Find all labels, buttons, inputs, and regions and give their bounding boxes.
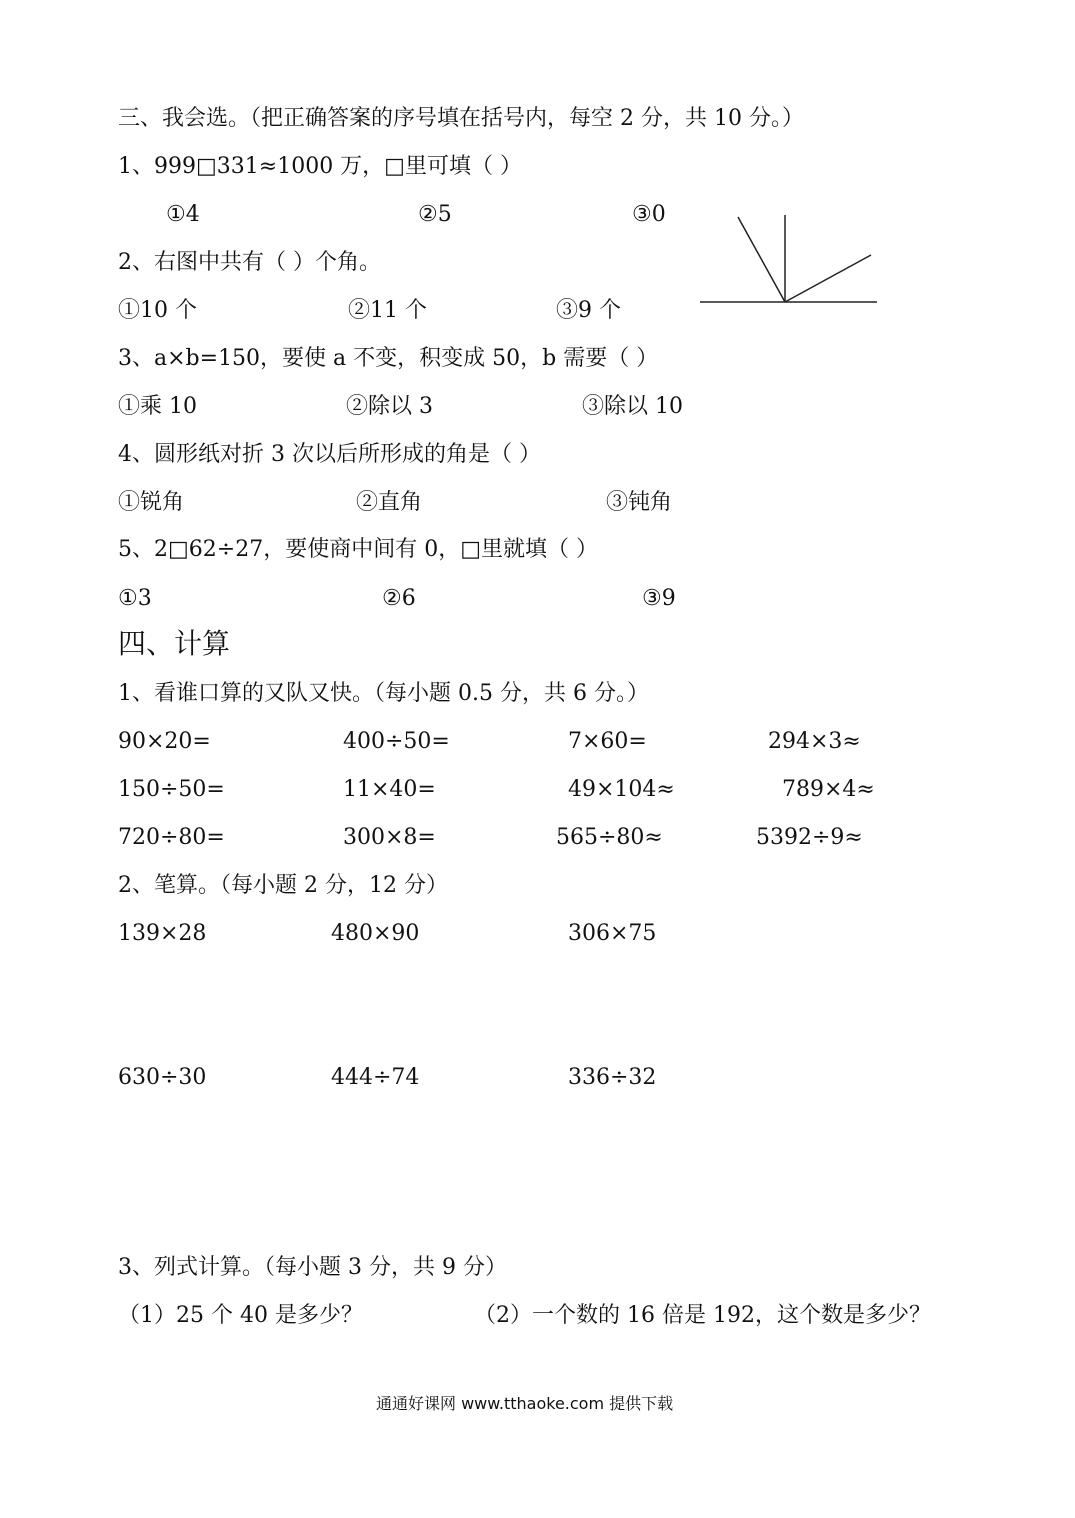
q5-option-3: ③9: [642, 586, 676, 611]
section4-title: 四、计算: [118, 627, 231, 660]
q2-stem: 2、右图中共有（ ）个角。: [118, 250, 381, 275]
oral-item: 400÷50=: [343, 729, 450, 754]
oral-item: 49×104≈: [568, 777, 675, 802]
q1-option-1: ①4: [166, 202, 200, 227]
oral-item: 150÷50=: [118, 777, 225, 802]
column-calc-title: 3、列式计算。（每小题 3 分，共 9 分）: [118, 1255, 507, 1280]
q3-option-1: ①乘 10: [118, 394, 197, 419]
q3-stem: 3、a×b=150，要使 a 不变，积变成 50，b 需要（ ）: [118, 346, 659, 371]
column-calc-item-2: （2）一个数的 16 倍是 192，这个数是多少？: [474, 1303, 931, 1328]
written-item: 480×90: [331, 921, 420, 946]
written-item: 306×75: [568, 921, 657, 946]
footer-credit: 通通好课网 www.tthaoke.com 提供下载: [376, 1394, 674, 1413]
written-item: 444÷74: [331, 1065, 420, 1090]
written-title: 2、笔算。（每小题 2 分，12 分）: [118, 873, 448, 898]
q3-option-2: ②除以 3: [346, 394, 433, 419]
written-item: 336÷32: [568, 1065, 657, 1090]
angle-figure-left-ray: [738, 217, 785, 302]
written-item: 630÷30: [118, 1065, 207, 1090]
q1-option-2: ②5: [418, 202, 452, 227]
q4-option-1: ①锐角: [118, 490, 185, 515]
q3-option-3: ③除以 10: [582, 394, 683, 419]
q5-option-2: ②6: [382, 586, 416, 611]
q4-option-3: ③钝角: [606, 490, 673, 515]
oral-item: 565÷80≈: [556, 825, 663, 850]
oral-item: 7×60=: [568, 729, 647, 754]
q5-stem: 5、2□62÷27，要使商中间有 0，□里就填（ ）: [118, 537, 598, 562]
angle-figure: [690, 205, 890, 315]
q1-stem: 1、999□331≈1000 万，□里可填（ ）: [118, 154, 522, 179]
oral-item: 720÷80=: [118, 825, 225, 850]
angle-figure-right-ray: [785, 255, 871, 302]
q2-option-3: ③9 个: [556, 298, 621, 323]
q1-option-3: ③0: [632, 202, 666, 227]
q4-stem: 4、圆形纸对折 3 次以后所形成的角是（ ）: [118, 442, 541, 467]
column-calc-item-1: （1）25 个 40 是多少？: [118, 1303, 363, 1328]
q5-option-1: ①3: [118, 586, 152, 611]
oral-item: 90×20=: [118, 729, 211, 754]
oral-item: 11×40=: [343, 777, 436, 802]
oral-item: 300×8=: [343, 825, 436, 850]
oral-title: 1、看谁口算的又队又快。（每小题 0.5 分，共 6 分。）: [118, 681, 649, 706]
q4-option-2: ②直角: [356, 490, 423, 515]
oral-item: 5392÷9≈: [756, 825, 863, 850]
q2-option-2: ②11 个: [348, 298, 427, 323]
written-item: 139×28: [118, 921, 207, 946]
q2-option-1: ①10 个: [118, 298, 197, 323]
section3-title: 三、我会选。（把正确答案的序号填在括号内，每空 2 分，共 10 分。）: [118, 106, 804, 131]
oral-item: 789×4≈: [782, 777, 875, 802]
oral-item: 294×3≈: [768, 729, 861, 754]
